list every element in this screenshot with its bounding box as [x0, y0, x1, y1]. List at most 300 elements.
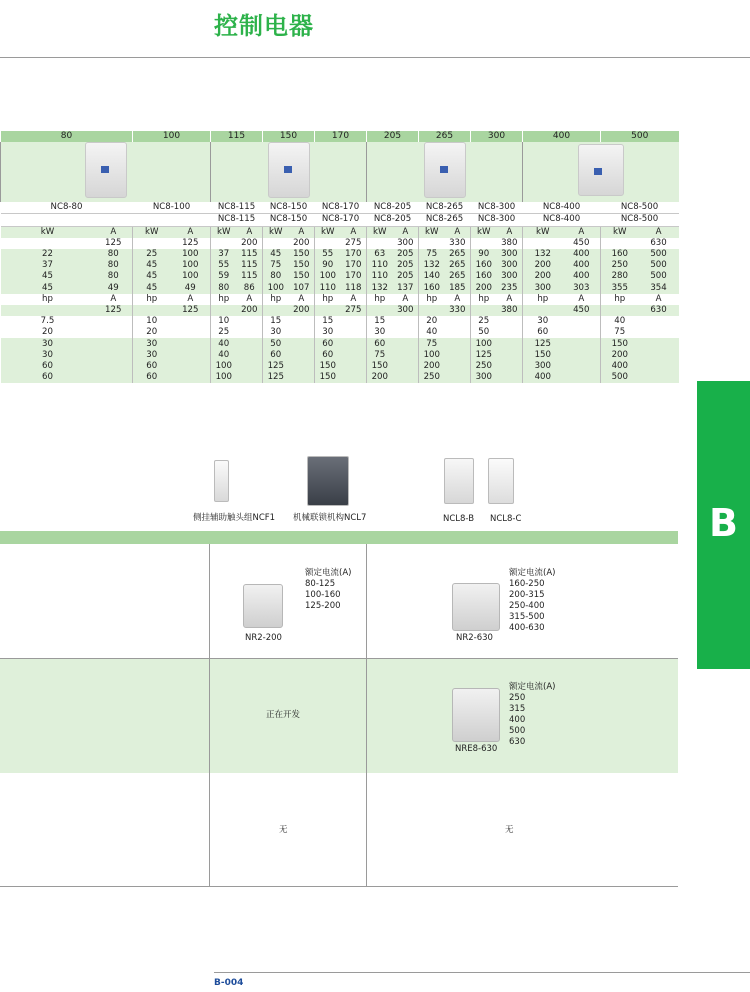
nre8-630-image — [452, 688, 500, 742]
value-cell: 80 — [107, 249, 119, 260]
value-cell: 250 — [419, 372, 445, 383]
value-cell: 300 — [471, 372, 497, 383]
value-cell — [601, 238, 639, 249]
value-cell — [419, 238, 445, 249]
rating: 315-500 — [509, 612, 545, 622]
value-cell — [523, 238, 563, 249]
value-cell: 40 — [211, 338, 237, 349]
value-cell: 140 — [419, 271, 445, 282]
value-cell: 80 — [211, 283, 237, 294]
value-cell: 49 — [107, 282, 119, 293]
value-cell: 115 — [241, 271, 258, 282]
rating: 250-400 — [509, 601, 545, 611]
rating-header-cell: 400 — [523, 131, 601, 142]
value-cell: 37 — [211, 249, 237, 260]
value-cell: 115 — [241, 260, 258, 271]
value-cell: 630 — [650, 304, 667, 315]
value-cell — [171, 338, 211, 349]
bottom-divider — [0, 886, 678, 887]
value-cell — [497, 372, 523, 383]
rating-header-row — [1, 131, 679, 142]
value-cell: 50 — [263, 338, 289, 349]
value-cell — [237, 338, 263, 349]
value-cell: A — [402, 226, 409, 237]
value-cell — [171, 361, 211, 372]
value-cell — [237, 316, 263, 327]
value-cell — [563, 361, 601, 372]
value-cell — [1, 238, 95, 249]
value-cell: A — [578, 226, 585, 237]
value-cell: 400 — [573, 249, 590, 260]
rating-header-cell: 170 — [315, 131, 367, 142]
mechanical-interlock-caption: 机械联锁机构NCL7 — [293, 513, 367, 523]
page-number: B-004 — [214, 978, 244, 988]
hp-rating-row — [1, 316, 679, 327]
value-cell: 137 — [397, 282, 414, 293]
product-image-cell — [1, 142, 211, 202]
hp-rating-row — [1, 327, 679, 338]
value-cell: 30 — [367, 327, 393, 338]
unit-row — [1, 226, 679, 238]
value-cell: 132 — [367, 283, 393, 294]
product-image-cell — [523, 142, 679, 202]
rating: 200-315 — [509, 590, 545, 600]
value-cell: 107 — [293, 282, 310, 293]
value-cell — [639, 327, 679, 338]
top-divider — [0, 57, 750, 58]
value-cell: kW — [211, 226, 237, 238]
value-cell — [445, 361, 471, 372]
value-cell: 45 — [42, 271, 53, 282]
value-cell: hp — [601, 294, 639, 305]
value-cell: 250 — [471, 361, 497, 372]
value-cell: 100 — [315, 271, 341, 282]
value-cell — [211, 238, 237, 249]
nr2-200-caption: NR2-200 — [245, 633, 282, 643]
value-cell — [341, 327, 367, 338]
value-cell: A — [454, 226, 461, 237]
value-cell — [289, 361, 315, 372]
model-cell: NC8-115 — [211, 214, 263, 226]
value-cell: 630 — [650, 237, 667, 248]
value-cell: 90 — [315, 260, 341, 271]
value-cell: 380 — [501, 237, 518, 248]
value-cell: A — [402, 293, 409, 304]
value-cell: 275 — [345, 237, 362, 248]
value-cell — [497, 327, 523, 338]
value-cell: 250 — [601, 260, 639, 271]
kw-rating-row — [1, 249, 679, 260]
value-cell: 25 — [211, 327, 237, 338]
value-cell — [1, 305, 95, 316]
value-cell: A — [578, 293, 585, 304]
value-cell: 45 — [42, 282, 53, 293]
value-cell: 205 — [397, 249, 414, 260]
value-cell: 300 — [397, 304, 414, 315]
value-cell — [237, 372, 263, 383]
value-cell — [563, 327, 601, 338]
nre8-630-ratings — [509, 682, 555, 748]
value-cell: 80 — [107, 260, 119, 271]
value-cell: 500 — [601, 372, 639, 383]
value-cell: hp — [211, 294, 237, 305]
in-development-text: 正在开发 — [266, 710, 301, 720]
value-cell — [263, 238, 289, 249]
value-cell: 75 — [367, 350, 393, 361]
value-cell: 90 — [471, 249, 497, 260]
value-cell: 100 — [211, 372, 237, 383]
value-cell: 150 — [293, 260, 310, 271]
value-cell — [289, 316, 315, 327]
rating-header-cell: 80 — [1, 131, 133, 142]
value-cell — [445, 372, 471, 383]
value-cell — [95, 338, 133, 349]
value-cell: 125 — [263, 361, 289, 372]
vertical-divider — [209, 544, 210, 886]
value-cell: A — [298, 293, 305, 304]
value-cell — [171, 316, 211, 327]
vertical-divider — [366, 544, 367, 886]
value-cell — [393, 316, 419, 327]
relay-section-2 — [0, 659, 678, 773]
section-tab-letter: B — [709, 501, 738, 545]
value-cell — [497, 338, 523, 349]
value-cell — [639, 338, 679, 349]
value-cell: 45 — [263, 249, 289, 260]
value-cell — [445, 327, 471, 338]
model-row — [1, 202, 679, 214]
value-cell: 200 — [523, 260, 563, 271]
value-cell: 275 — [345, 304, 362, 315]
value-cell: 80 — [107, 271, 119, 282]
rating-header-cell: 115 — [211, 131, 263, 142]
ncl8b-image — [444, 458, 474, 504]
value-cell: 265 — [449, 271, 466, 282]
value-cell: 125 — [182, 237, 199, 248]
value-cell: 75 — [419, 338, 445, 349]
value-cell: 37 — [42, 260, 53, 271]
value-cell — [639, 361, 679, 372]
value-cell: 20 — [133, 327, 171, 338]
value-cell: 22 — [42, 249, 53, 260]
value-cell: 115 — [241, 249, 258, 260]
value-cell: 25 — [471, 316, 497, 327]
rating-header-cell: 265 — [419, 131, 471, 142]
value-cell — [639, 316, 679, 327]
value-cell: 355 — [601, 283, 639, 294]
value-cell: hp — [367, 294, 393, 305]
value-cell: 40 — [601, 316, 639, 327]
ncl8b-caption: NCL8-B — [443, 514, 475, 524]
model-cell: NC8-400 — [523, 214, 601, 226]
ratings-heading: 额定电流(A) — [509, 682, 556, 692]
model-cell: NC8-80 — [1, 202, 133, 214]
rating: 250 — [509, 693, 526, 703]
value-cell: 110 — [367, 271, 393, 282]
value-cell — [523, 305, 563, 316]
value-cell: 200 — [471, 283, 497, 294]
product-image-cell — [367, 142, 523, 202]
value-cell: 45 — [133, 283, 171, 294]
value-cell: 80 — [263, 271, 289, 282]
value-cell: kW — [419, 226, 445, 238]
value-cell: 160 — [471, 260, 497, 271]
value-cell — [133, 305, 171, 316]
value-cell: 110 — [367, 260, 393, 271]
value-cell: 150 — [315, 361, 341, 372]
rating-header-cell: 100 — [133, 131, 211, 142]
value-cell — [237, 361, 263, 372]
ncl8c-image — [488, 458, 514, 504]
value-cell — [171, 350, 211, 361]
value-cell: 400 — [573, 271, 590, 282]
contactor-image — [268, 142, 310, 198]
hp-rating-row — [1, 372, 679, 383]
value-cell: 30 — [133, 338, 171, 349]
value-cell — [367, 305, 393, 316]
value-cell — [471, 305, 497, 316]
auxiliary-contact-image — [214, 460, 229, 502]
value-cell: 160 — [419, 283, 445, 294]
value-cell: 330 — [449, 237, 466, 248]
rating: 400 — [509, 715, 526, 725]
value-cell: 150 — [523, 350, 563, 361]
value-cell: 45 — [133, 271, 171, 282]
model-cell: NC8-500 — [601, 202, 679, 214]
rating-header-cell: 205 — [367, 131, 419, 142]
value-cell: hp — [315, 294, 341, 305]
value-cell: 118 — [345, 282, 362, 293]
value-cell: 20 — [42, 327, 53, 338]
value-cell: 100 — [263, 283, 289, 294]
value-cell: 15 — [263, 316, 289, 327]
value-cell — [95, 350, 133, 361]
value-cell: 125 — [263, 372, 289, 383]
value-cell: 265 — [449, 260, 466, 271]
value-cell: 60 — [315, 350, 341, 361]
value-cell: A — [506, 226, 513, 237]
value-cell: 330 — [449, 304, 466, 315]
value-cell: 45 — [133, 260, 171, 271]
value-cell: 15 — [367, 316, 393, 327]
value-cell: 205 — [397, 260, 414, 271]
value-cell: 200 — [241, 304, 258, 315]
rating: 500 — [509, 726, 526, 736]
value-cell: A — [454, 293, 461, 304]
value-cell — [289, 338, 315, 349]
value-cell: 30 — [42, 349, 53, 360]
value-cell: 50 — [471, 327, 497, 338]
value-cell: 132 — [523, 249, 563, 260]
value-cell: A — [187, 226, 194, 237]
value-cell: 100 — [182, 260, 199, 271]
value-cell: 200 — [419, 361, 445, 372]
value-cell: 100 — [471, 338, 497, 349]
value-cell: 60 — [133, 361, 171, 372]
value-cell: 60 — [315, 338, 341, 349]
value-cell — [289, 327, 315, 338]
contactor-image — [85, 142, 127, 198]
value-cell: 15 — [315, 316, 341, 327]
value-cell — [171, 372, 211, 383]
value-cell — [237, 327, 263, 338]
rating-header-cell: 150 — [263, 131, 315, 142]
hp-rating-row — [1, 361, 679, 372]
model-cell: NC8-150 — [263, 214, 315, 226]
model-cell: NC8-205 — [367, 202, 419, 214]
value-cell: A — [298, 226, 305, 237]
value-cell — [497, 350, 523, 361]
value-cell: 500 — [650, 260, 667, 271]
value-cell: A — [246, 226, 253, 237]
ratings-heading: 额定电流(A) — [509, 568, 556, 578]
value-cell: 185 — [449, 282, 466, 293]
value-cell: 55 — [315, 249, 341, 260]
value-cell: 400 — [573, 260, 590, 271]
value-cell: 125 — [182, 304, 199, 315]
value-cell: 125 — [471, 350, 497, 361]
value-cell: 450 — [573, 304, 590, 315]
value-cell: 100 — [419, 350, 445, 361]
value-cell: A — [246, 293, 253, 304]
unit-row — [1, 294, 679, 305]
value-cell: 303 — [573, 282, 590, 293]
value-cell — [419, 305, 445, 316]
value-cell: 40 — [211, 350, 237, 361]
value-cell: hp — [263, 294, 289, 305]
value-cell: 100 — [182, 271, 199, 282]
model-cell: NC8-170 — [315, 214, 367, 226]
nr2-200-ratings — [305, 568, 351, 612]
model-cell: NC8-205 — [367, 214, 419, 226]
model-row — [1, 214, 679, 226]
value-cell — [315, 238, 341, 249]
value-cell — [237, 350, 263, 361]
value-cell: 300 — [397, 237, 414, 248]
value-cell — [315, 305, 341, 316]
rating: 630 — [509, 737, 526, 747]
nr2-630-caption: NR2-630 — [456, 633, 493, 643]
value-cell: 49 — [184, 282, 196, 293]
rating: 80-125 — [305, 579, 336, 589]
value-cell: 110 — [315, 283, 341, 294]
value-cell — [341, 316, 367, 327]
value-cell: 170 — [345, 260, 362, 271]
contactor-image — [424, 142, 466, 198]
ratings-heading: 额定电流(A) — [305, 568, 352, 578]
value-cell: 40 — [419, 327, 445, 338]
product-image-cell — [211, 142, 367, 202]
value-cell: 400 — [601, 361, 639, 372]
kw-rating-row — [1, 271, 679, 282]
value-cell: 200 — [367, 372, 393, 383]
value-cell: 86 — [243, 282, 255, 293]
value-cell — [95, 327, 133, 338]
value-cell — [563, 338, 601, 349]
rating: 100-160 — [305, 590, 341, 600]
value-cell: 60 — [263, 350, 289, 361]
hp-rating-row — [1, 338, 679, 349]
value-cell: 30 — [315, 327, 341, 338]
none-text-right: 无 — [505, 825, 514, 835]
value-cell: 170 — [345, 249, 362, 260]
value-cell: 200 — [293, 304, 310, 315]
value-cell: 265 — [449, 249, 466, 260]
rating: 315 — [509, 704, 526, 714]
value-cell: kW — [263, 226, 289, 238]
value-cell — [289, 372, 315, 383]
value-cell: 10 — [133, 316, 171, 327]
nr2-630-ratings — [509, 568, 555, 634]
kw-rating-row — [1, 283, 679, 294]
value-cell: 30 — [42, 338, 53, 349]
model-cell: NC8-300 — [471, 202, 523, 214]
value-cell: kW — [471, 226, 497, 238]
value-cell: 125 — [105, 237, 122, 248]
value-cell: 55 — [211, 260, 237, 271]
value-cell: 60 — [42, 372, 53, 383]
value-cell: 400 — [523, 372, 563, 383]
value-cell: 200 — [523, 271, 563, 282]
value-cell — [95, 316, 133, 327]
value-cell: 160 — [471, 271, 497, 282]
value-cell: 100 — [182, 249, 199, 260]
value-cell: 60 — [523, 327, 563, 338]
value-cell: 60 — [42, 360, 53, 371]
value-cell: 125 — [523, 338, 563, 349]
model-cell: NC8-100 — [133, 202, 211, 214]
value-cell — [445, 350, 471, 361]
value-cell — [341, 338, 367, 349]
value-cell — [601, 305, 639, 316]
value-cell: 354 — [650, 282, 667, 293]
value-cell: 75 — [419, 249, 445, 260]
value-cell — [639, 350, 679, 361]
nr2-630-image — [452, 583, 500, 631]
value-cell: 380 — [501, 304, 518, 315]
value-cell: A — [110, 226, 117, 237]
value-cell: 59 — [211, 271, 237, 282]
value-cell: 235 — [501, 282, 518, 293]
value-cell: hp — [523, 294, 563, 305]
none-text-left: 无 — [279, 825, 288, 835]
value-cell: 205 — [397, 271, 414, 282]
value-cell: kW — [367, 226, 393, 238]
value-cell — [95, 361, 133, 372]
model-cell: NC8-150 — [263, 202, 315, 214]
kw-rating-row — [1, 260, 679, 271]
value-cell: A — [110, 293, 117, 304]
model-cell-empty — [1, 214, 211, 226]
value-cell: A — [506, 293, 513, 304]
value-cell: 300 — [523, 283, 563, 294]
model-cell: NC8-170 — [315, 202, 367, 214]
value-cell: 200 — [293, 237, 310, 248]
value-cell: hp — [133, 294, 171, 305]
value-cell: A — [655, 226, 662, 237]
page-title: 控制电器 — [214, 12, 314, 40]
value-cell: 300 — [501, 260, 518, 271]
value-cell: 450 — [573, 237, 590, 248]
value-cell: 60 — [367, 338, 393, 349]
value-cell — [367, 238, 393, 249]
value-cell — [263, 305, 289, 316]
value-cell — [563, 350, 601, 361]
value-cell: hp — [419, 294, 445, 305]
rating-header-cell: 300 — [471, 131, 523, 142]
relay-section-3 — [0, 773, 678, 886]
amp-row — [1, 305, 679, 316]
